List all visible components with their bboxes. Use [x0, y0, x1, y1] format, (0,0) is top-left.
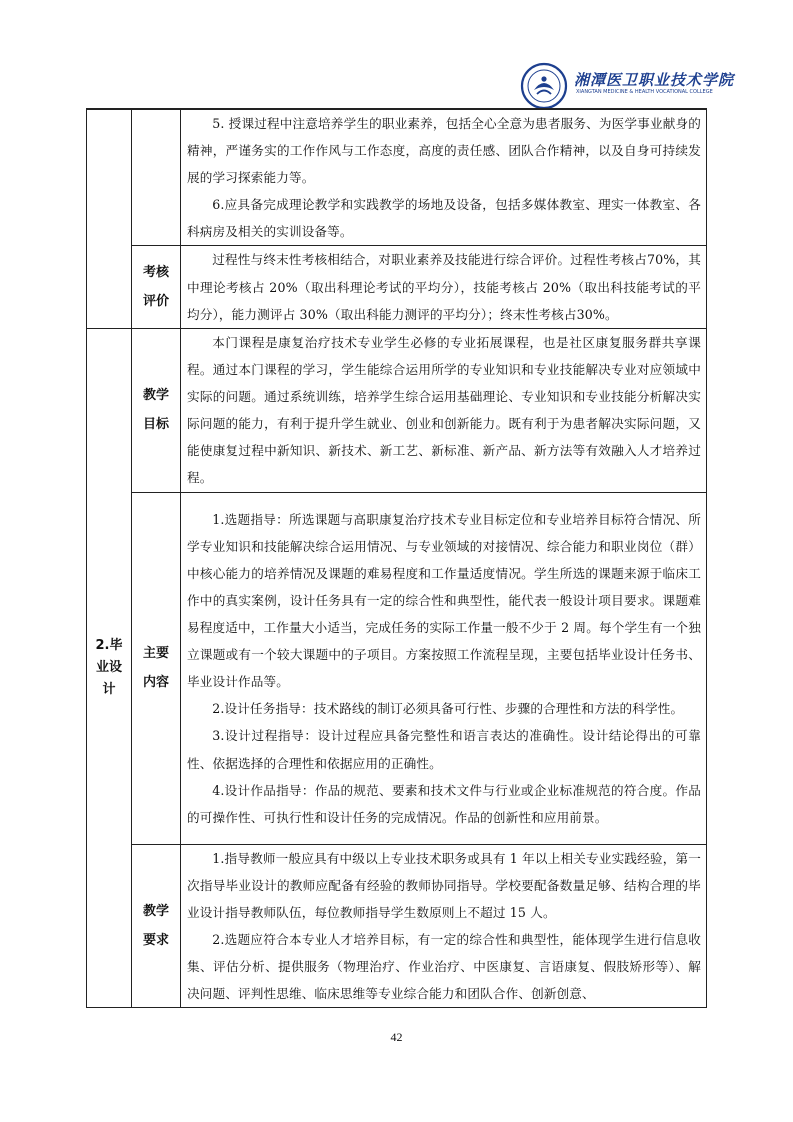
- objectives-text: 本门课程是康复治疗技术专业学生必修的专业拓展课程，也是社区康复服务群共享课程。通过本门课程的学习，学生能综合运用所学的专业知识和专业技能解决专业对应领域中实际的问题。通过系统训练，培养学生综合运用基础理论、专业知识和专业技能分析解决实际问题的能力，有利于提升学生就业、创业和创新能力。既有利于为患者解决实际问题，又能使康复过程中新知识、新技术、新工艺、新标准、新产品、新方法等有效融入人才培养过程。: [187, 334, 701, 486]
- table-row: [87, 246, 707, 328]
- content-label: [132, 492, 181, 844]
- content-text-cell: [181, 492, 707, 844]
- objectives-text-cell: [181, 328, 707, 492]
- curriculum-table: [86, 109, 707, 1008]
- school-name-cn: 湘潭医卫职业技术学院: [574, 71, 735, 89]
- section1-continuation-cell: [181, 110, 707, 246]
- list-item: 6.应具备完成理论教学和实践教学的场地及设备，包括多媒体教室、理实一体教室、各科病房及相关的实训设备等。: [187, 197, 701, 240]
- requirements-text-cell: [181, 844, 707, 1008]
- list-item: 4.设计作品指导：作品的规范、要素和技术文件与行业或企业标准规范的符合度。作品的可操作性、可执行性和设计任务的完成情况。作品的创新性和应用前景。: [187, 782, 701, 825]
- content-label-text: 主要内容: [142, 646, 169, 691]
- requirements-label: [132, 844, 181, 1008]
- table-row: [87, 328, 707, 492]
- objectives-label: [132, 328, 181, 492]
- list-item: 3.设计过程指导：设计过程应具备完整性和语言表达的准确性。设计结论得出的可靠性、依据选择的合理性和依据应用的正确性。: [187, 728, 701, 771]
- school-logo-icon: [520, 62, 568, 110]
- section1-blank-label-cell: [132, 110, 181, 246]
- table-row: [87, 110, 707, 246]
- assessment-label: [132, 246, 181, 328]
- objectives-label-text: 教学目标: [142, 388, 169, 433]
- list-item: 1.指导教师一般应具有中级以上专业技术职务或具有 1 年以上相关专业实践经验，第一次指导毕业设计的教师应配备有经验的教师协同指导。学校要配备数量足够、结构合理的毕业设计指导教师队伍，每位教师指导学生数原则上不超过 15 人。: [187, 850, 701, 920]
- page-number: 42: [390, 1030, 403, 1044]
- list-item: 5. 授课过程中注意培养学生的职业素养，包括全心全意为患者服务、为医学事业献身的精神，严谨务实的工作作风与工作态度，高度的责任感、团队合作精神，以及自身可持续发展的学习探索能力等。: [187, 116, 701, 186]
- assessment-text-cell: [181, 246, 707, 328]
- list-item: 1.选题指导：所选课题与高职康复治疗技术专业目标定位和专业培养目标符合情况、所学专业知识和技能解决综合运用情况、与专业领域的对接情况、综合能力和职业岗位（群）中核心能力的培养情况及课题的难易程度和工作量适度情况。学生所选的课题来源于临床工作中的真实案例，设计任务具有一定的综合性和典型性，能代表一般设计项目要求。课题难易程度适中，工作量大小适当，完成任务的实际工作量一般不少于 2 周。每个学生有一个独立课题或有一个较大课题中的子项目。方案按照工作流程呈现，主要包括毕业设计任务书、毕业设计作品等。: [187, 511, 701, 690]
- assessment-label-text: 考核评价: [142, 265, 169, 310]
- requirements-label-text: 教学要求: [142, 904, 169, 949]
- table-row: [87, 492, 707, 844]
- page-header: [520, 55, 735, 105]
- section1-title-cell: [87, 110, 132, 329]
- section2-title: 2.毕业设计: [95, 638, 123, 698]
- school-name-en: XIANGTAN MEDICINE & HEALTH VOCATIONAL COLLEGE: [576, 89, 713, 95]
- assessment-text: 过程性与终末性考核相结合，对职业素养及技能进行综合评价。过程性考核占70%，其中理论考核占 20%（取出科理论考试的平均分），技能考核占 20%（取出科技能考试的平均分），能力测评占 30%（取出科能力测评的平均分）；终末性考核占30%。: [187, 252, 701, 322]
- section2-title-cell: [87, 328, 132, 1008]
- list-item: 2.选题应符合本专业人才培养目标，有一定的综合性和典型性，能体现学生进行信息收集、评估分析、提供服务（物理治疗、作业治疗、中医康复、言语康复、假肢矫形等）、解决问题、评判性思维、临床思维等专业综合能力和团队合作、创新创意、: [187, 932, 701, 1002]
- table-row: [87, 844, 707, 1008]
- list-item: 2.设计任务指导：技术路线的制订必须具备可行性、步骤的合理性和方法的科学性。: [212, 701, 684, 717]
